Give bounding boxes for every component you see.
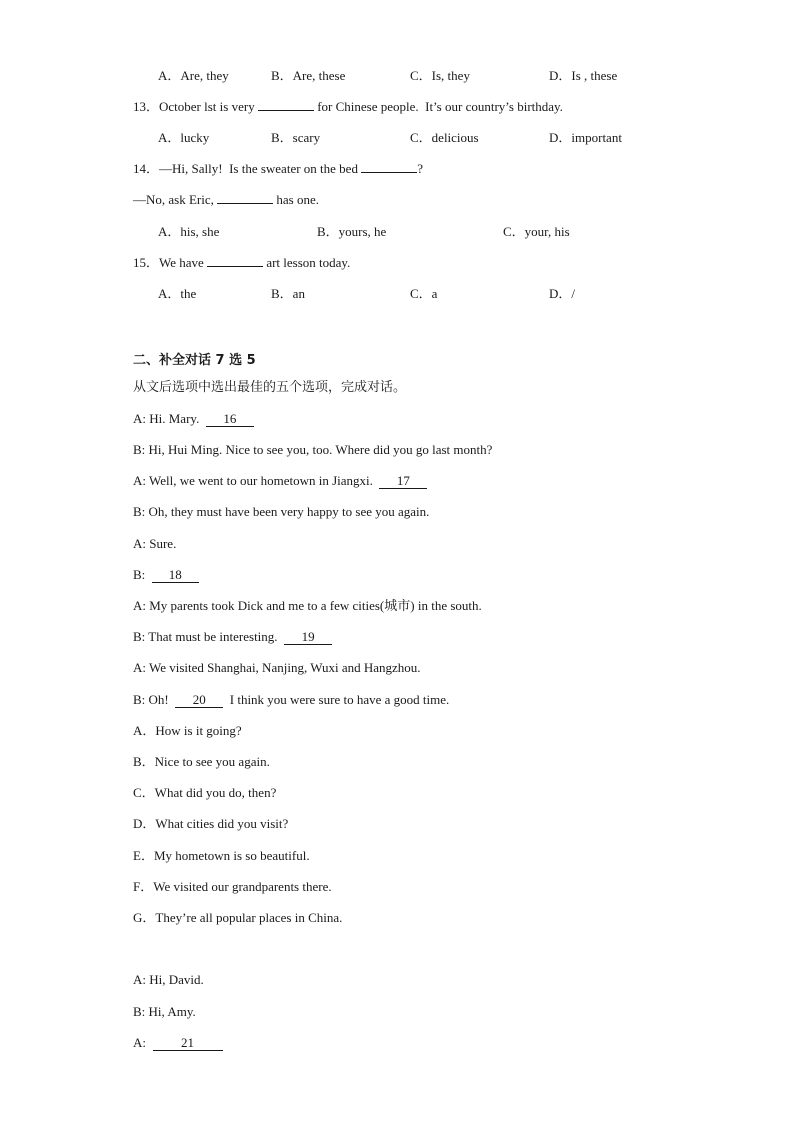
q13-option-a: A．lucky <box>158 130 210 145</box>
q14-text-after: ? <box>417 161 423 176</box>
dialogue-text: B: That must be interesting. <box>133 629 285 644</box>
choice-f: F．We visited our grandparents there. <box>133 879 332 894</box>
dialogue-text: A: We visited Shanghai, Nanjing, Wuxi and Hangzhou. <box>133 660 421 675</box>
q14-blank-2 <box>217 203 273 204</box>
dialogue-blank-20: 20 <box>175 693 223 708</box>
q15-option-d: D．/ <box>549 286 576 301</box>
dialogue2-line-3 <box>133 1035 223 1051</box>
section-instruction: 从文后选项中选出最佳的五个选项，完成对话。 <box>133 380 407 395</box>
dialogue-line <box>133 692 449 708</box>
q12-option-a: A．Are, they <box>158 68 229 83</box>
q12-option-c: C．Is, they <box>410 68 470 83</box>
q13-text-after: for Chinese people. It’s our country’s birthday. <box>313 99 563 114</box>
q14-reply-before: —No, ask Eric, <box>133 192 218 207</box>
q14-option-b: B．yours, he <box>317 224 387 239</box>
dialogue-text: B: Oh! <box>133 692 176 707</box>
dialogue-text: A: Hi. Mary. <box>133 411 206 426</box>
dialogue-text-after: I think you were sure to have a good time. <box>223 692 450 707</box>
dialogue-text: B: Oh, they must have been very happy to see you again. <box>133 504 430 519</box>
dialogue-text: B: <box>133 567 152 582</box>
q15-option-b: B．an <box>271 286 305 301</box>
q12-option-d: D．Is , these <box>549 68 618 83</box>
q13-option-b: B．scary <box>271 130 321 145</box>
choice-g: G．They’re all popular places in China. <box>133 910 343 925</box>
q12-option-b: B．Are, these <box>271 68 346 83</box>
q15-blank <box>207 266 263 267</box>
dialogue-blank-18: 18 <box>152 568 199 583</box>
q15-stem <box>133 255 350 271</box>
q14-text-before: —Hi, Sally! Is the sweater on the bed <box>159 161 362 176</box>
dialogue-line <box>133 567 199 583</box>
dialogue-line <box>133 660 421 676</box>
q15-number: 15． <box>133 255 160 270</box>
section-title: 二、补全对话 7 选 5 <box>133 353 256 368</box>
q15-option-c: C．a <box>410 286 438 301</box>
dialogue-line <box>133 442 492 458</box>
dialogue-line <box>133 411 254 427</box>
q14-reply <box>133 192 319 208</box>
dialogue-line <box>133 598 482 614</box>
q14-blank-1 <box>361 172 417 173</box>
q14-reply-after: has one. <box>273 192 319 207</box>
dialogue2-blank-21: 21 <box>153 1036 223 1051</box>
dialogue-line <box>133 629 332 645</box>
q15-text-after: art lesson today. <box>263 255 351 270</box>
q13-stem <box>133 99 563 115</box>
choice-e: E．My hometown is so beautiful. <box>133 848 310 863</box>
q12-options <box>0 68 794 84</box>
dialogue-blank-17: 17 <box>379 474 427 489</box>
dialogue-text: A: My parents took Dick and me to a few cities(城市) in the south. <box>133 598 482 613</box>
q13-number: 13． <box>133 99 160 114</box>
q14-option-a: A．his, she <box>158 224 220 239</box>
choice-b: B．Nice to see you again. <box>133 754 270 769</box>
q14-options <box>0 224 794 240</box>
q13-text-before: October lst is very <box>159 99 258 114</box>
dialogue2-line-2: B: Hi, Amy. <box>133 1004 196 1019</box>
q13-blank <box>258 110 314 111</box>
dialogue-blank-19: 19 <box>284 630 332 645</box>
dialogue-text: A: Sure. <box>133 536 177 551</box>
dialogue2-text: A: <box>133 1035 153 1050</box>
dialogue-line <box>133 504 429 520</box>
q13-options <box>0 130 794 146</box>
q14-stem <box>133 161 423 177</box>
q15-text-before: We have <box>159 255 208 270</box>
dialogue-line <box>133 473 427 489</box>
dialogue-blank-16: 16 <box>206 412 254 427</box>
dialogue-text: B: Hi, Hui Ming. Nice to see you, too. Where did you go last month? <box>133 442 493 457</box>
choice-a: A．How is it going? <box>133 723 242 738</box>
dialogue-text: A: Well, we went to our hometown in Jiangxi. <box>133 473 380 488</box>
q15-option-a: A．the <box>158 286 197 301</box>
q14-option-c: C．your, his <box>503 224 570 239</box>
q13-option-d: D．important <box>549 130 622 145</box>
q14-number: 14． <box>133 161 160 176</box>
choice-c: C．What did you do, then? <box>133 785 277 800</box>
q13-option-c: C．delicious <box>410 130 479 145</box>
dialogue2-line-1: A: Hi, David. <box>133 972 204 987</box>
q15-options <box>0 286 794 302</box>
dialogue-line <box>133 536 176 552</box>
choice-d: D．What cities did you visit? <box>133 816 289 831</box>
